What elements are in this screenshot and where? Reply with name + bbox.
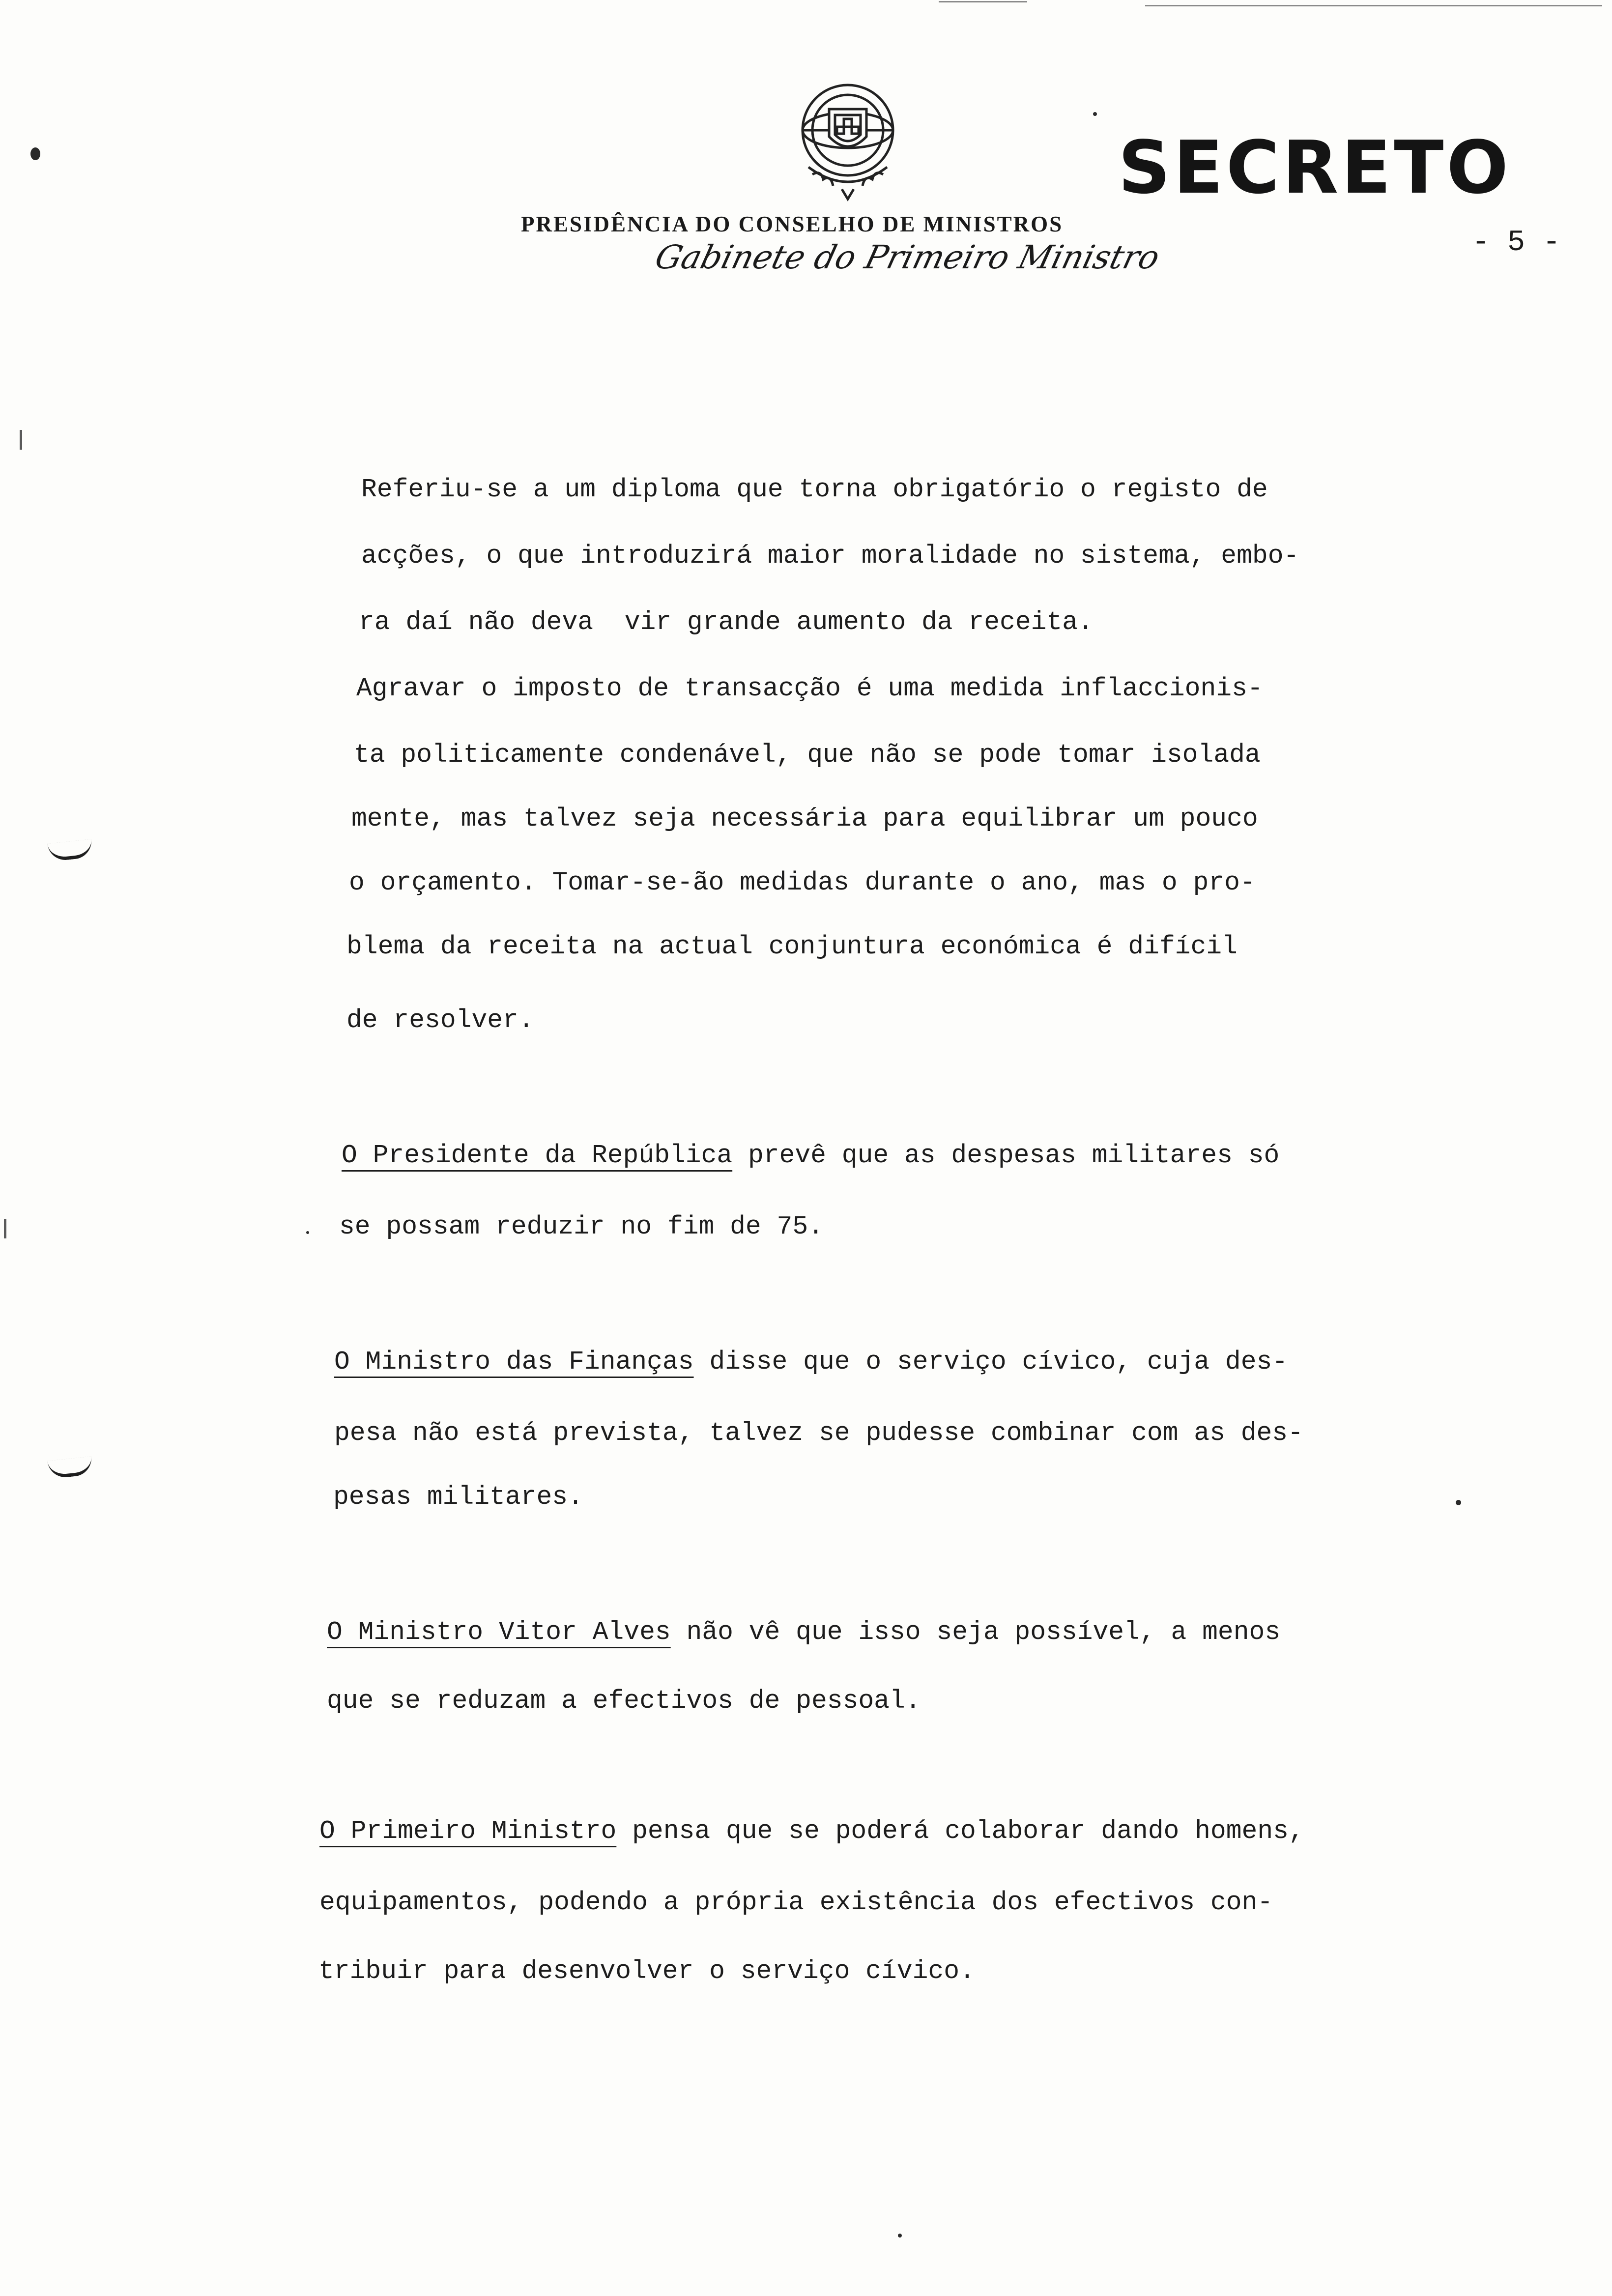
body-text-line: pesas militares.	[333, 1482, 583, 1512]
speaker-name: O Ministro Vitor Alves	[327, 1617, 671, 1647]
body-text-line: ra daí não deva vir grande aumento da receita.	[359, 607, 1094, 637]
body-text-line: o orçamento. Tomar-se-ão medidas durante o ano, mas o pro-	[349, 868, 1256, 897]
margin-mark	[4, 1219, 6, 1238]
body-text-line: acções, o que introduzirá maior moralidade no sistema, embo-	[361, 541, 1299, 571]
scan-speck	[1456, 1500, 1461, 1505]
body-text-line: pensa que se poderá colaborar dando homens,	[616, 1816, 1304, 1846]
speaker-name: O Primeiro Ministro	[319, 1816, 617, 1846]
paragraph-first-line	[334, 1349, 1288, 1375]
body-text-line: prevê que as despesas militares só	[732, 1141, 1280, 1170]
paragraph-first-line	[319, 1818, 1304, 1844]
classification-stamp: SECRETO	[1118, 125, 1512, 210]
scan-speck	[898, 2234, 902, 2238]
coat-of-arms-icon	[774, 74, 921, 206]
body-text-line: não vê que isso seja possível, a menos	[670, 1617, 1281, 1647]
body-text-line: mente, mas talvez seja necessária para equilibrar um pouco	[351, 804, 1258, 833]
body-text-line: pesa não está prevista, talvez se pudesse combinar com as des-	[334, 1418, 1303, 1448]
speaker-name: O Ministro das Finanças	[334, 1347, 694, 1377]
scan-edge-line	[939, 1, 1027, 2]
body-text-line: se possam reduzir no fim de 75.	[339, 1212, 824, 1241]
scan-speck	[1093, 112, 1097, 116]
punch-hole-mark	[47, 1456, 93, 1479]
punch-hole-mark	[47, 839, 93, 861]
body-text-line: ta politicamente condenável, que não se pode tomar isolada	[354, 740, 1261, 770]
scan-speck	[306, 1231, 309, 1234]
paragraph-first-line	[342, 1143, 1279, 1169]
body-text-line: que se reduzam a efectivos de pessoal.	[327, 1686, 921, 1716]
speaker-name: O Presidente da República	[342, 1141, 733, 1170]
body-text-line: tribuir para desenvolver o serviço cívico.	[318, 1956, 975, 1986]
page-number: - 5 -	[1472, 226, 1561, 259]
header-subtitle: Gabinete do Primeiro Ministro	[651, 238, 1164, 276]
paragraph-first-line	[327, 1619, 1280, 1645]
scan-speck	[30, 147, 40, 160]
scan-edge-line	[1145, 5, 1602, 6]
header-title: PRESIDÊNCIA DO CONSELHO DE MINISTROS	[521, 212, 1064, 236]
margin-mark	[20, 430, 22, 450]
body-text-line: blema da receita na actual conjuntura económica é difícil	[346, 932, 1238, 961]
body-text-line: de resolver.	[346, 1005, 534, 1035]
body-text-line: Referiu-se a um diploma que torna obrigatório o registo de	[361, 475, 1268, 504]
body-text-line: disse que o serviço cívico, cuja des-	[693, 1347, 1288, 1377]
body-text-line: equipamentos, podendo a própria existência dos efectivos con-	[319, 1888, 1273, 1917]
body-text-line: Agravar o imposto de transacção é uma medida inflaccionis-	[356, 674, 1263, 703]
